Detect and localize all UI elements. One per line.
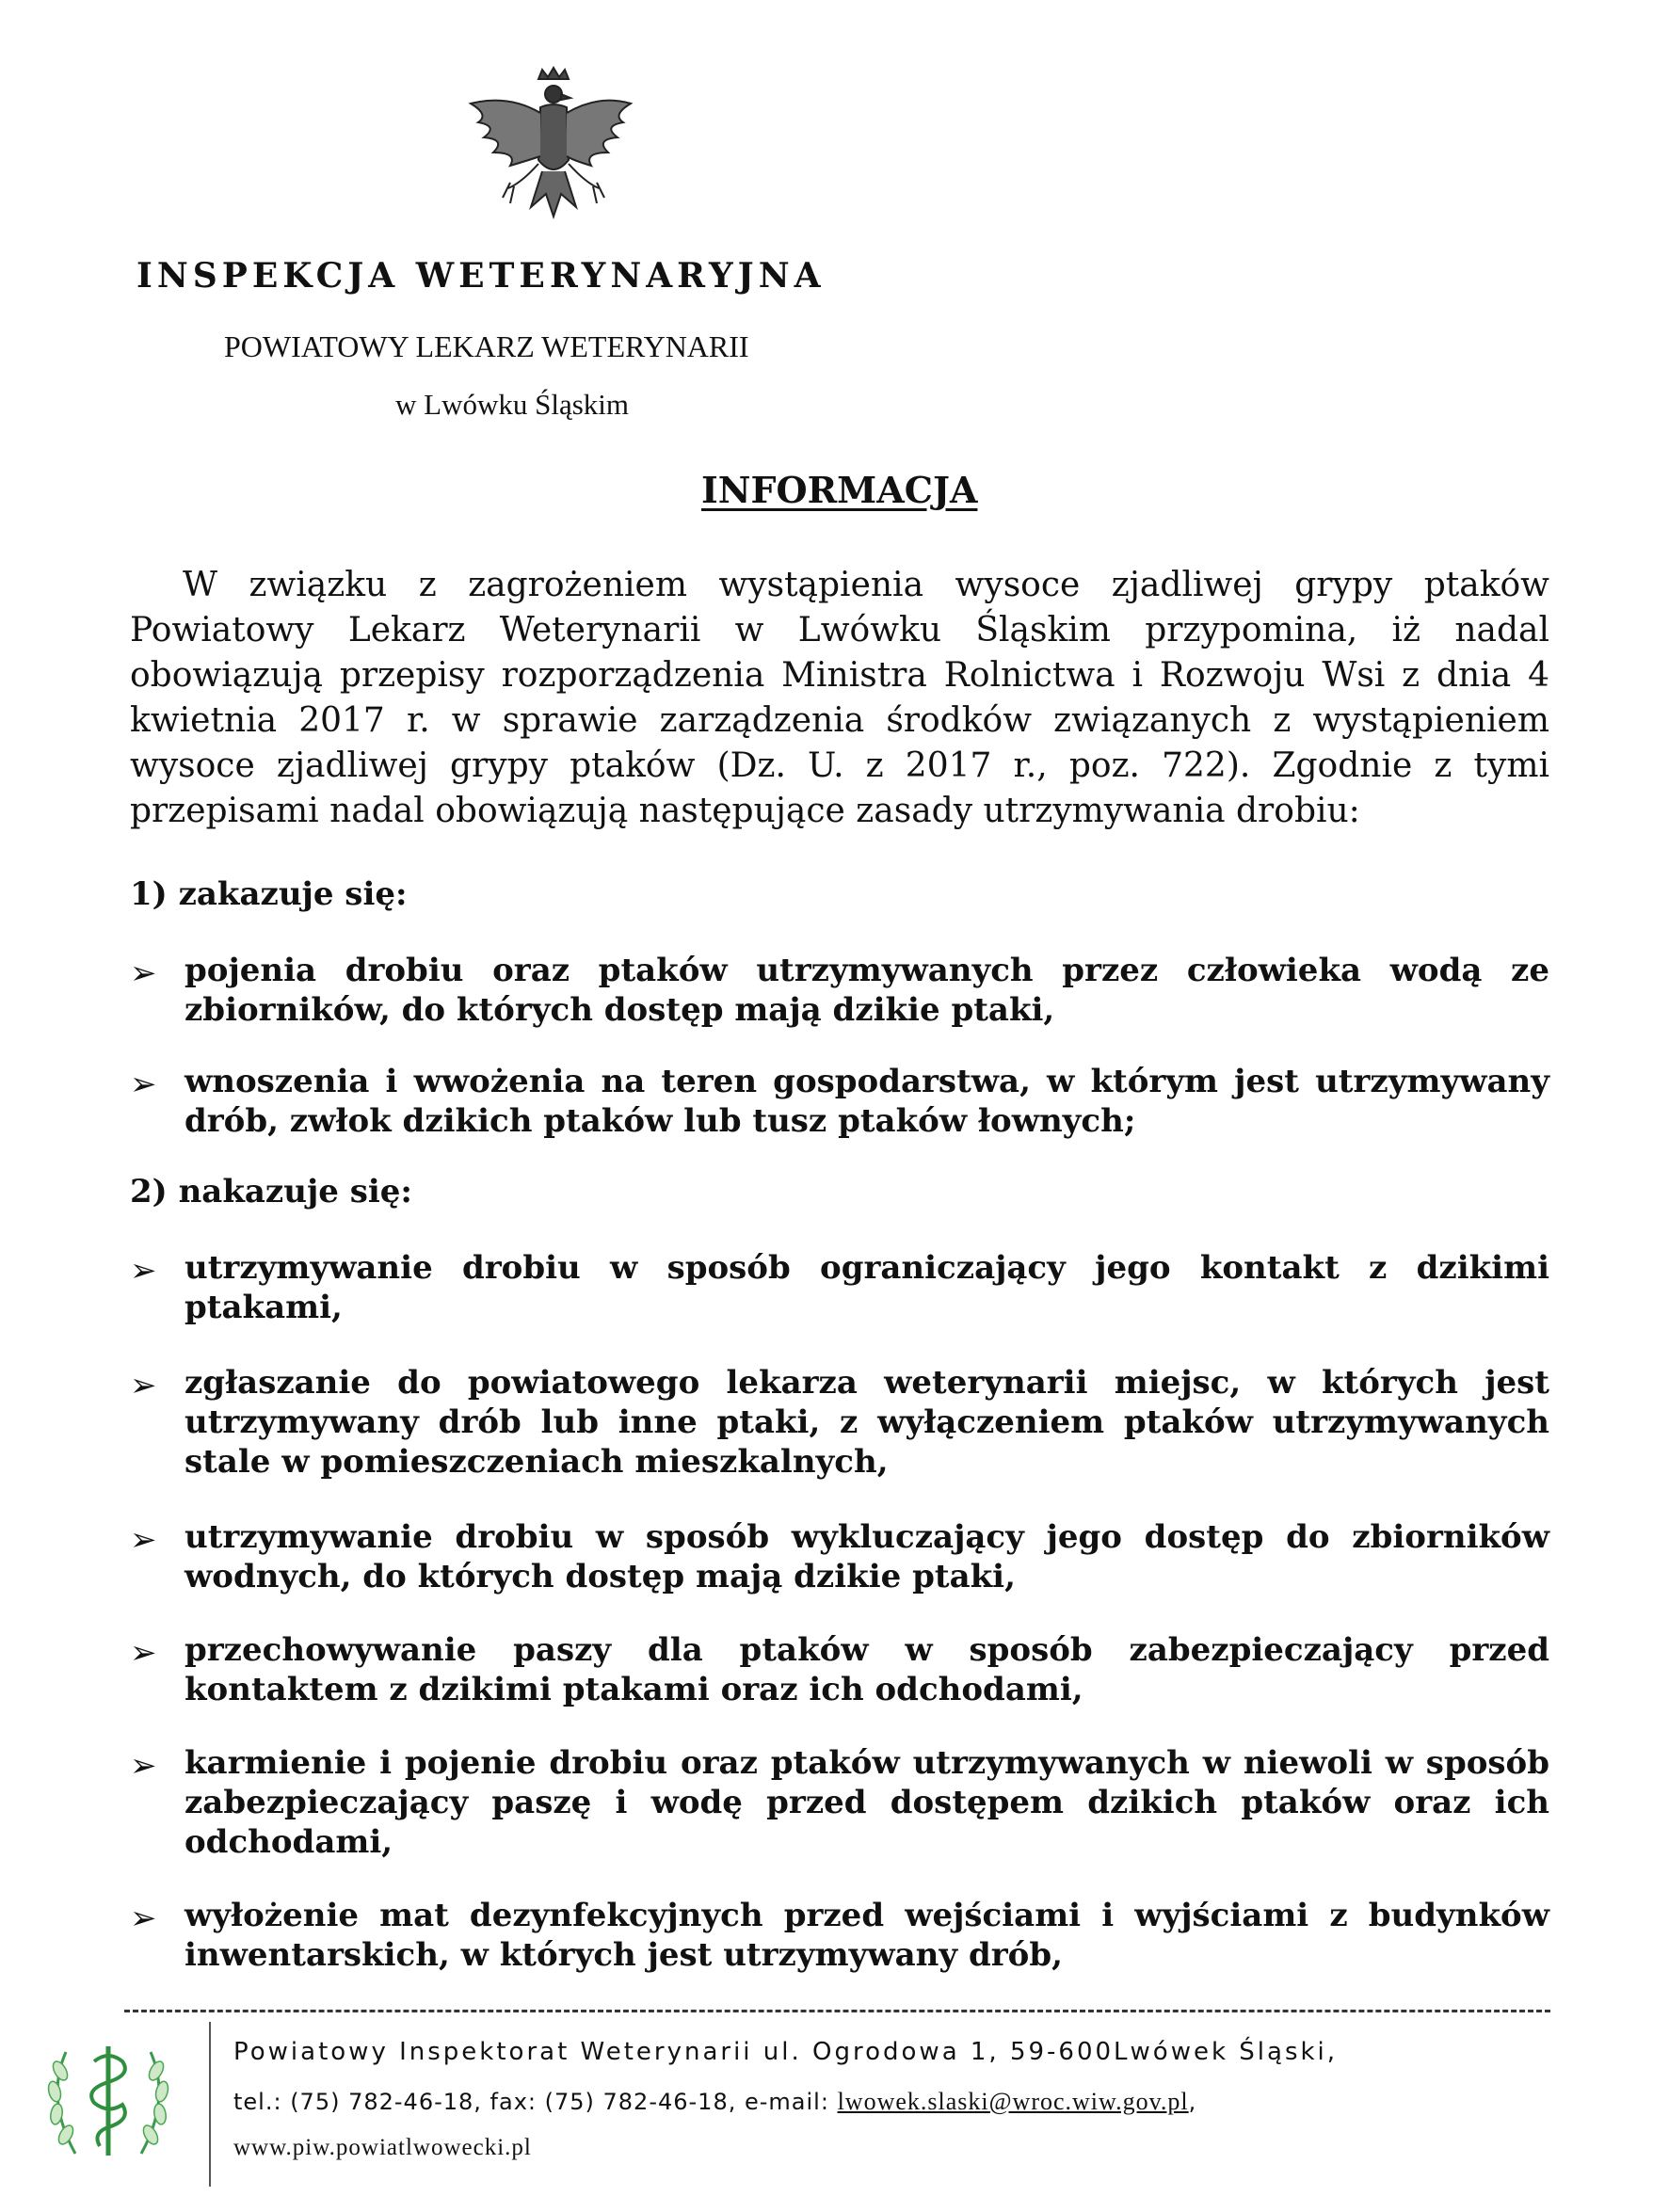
section-orders-label: 2) nakazuje się: — [130, 1173, 412, 1210]
list-item-text: pojenia drobiu oraz ptaków utrzymywanych przez człowieka wodą ze zbiorników, do których dostęp mają dzikie ptaki, — [185, 952, 1549, 1029]
list-item — [130, 1062, 1549, 1141]
document-title: INFORMACJA — [701, 469, 978, 511]
office-name: POWIATOWY LEKARZ WETERYNARII — [224, 329, 749, 363]
footer-email-link[interactable]: lwowek.slaski@wroc.wiw.gov.pl — [837, 2088, 1189, 2115]
footer-address: Powiatowy Inspektorat Weterynarii ul. Ogrodowa 1, 59-600Lwówek Śląski, — [233, 2038, 1339, 2066]
office-location: w Lwówku Śląskim — [395, 388, 629, 421]
arrow-bullet-icon: ➢ — [130, 1521, 157, 1559]
footer-vertical-divider — [209, 2022, 211, 2187]
arrow-bullet-icon: ➢ — [130, 1634, 157, 1672]
intro-paragraph: W związku z zagrożeniem wystąpienia wysoce zjadliwej grypy ptaków Powiatowy Lekarz Weterynarii w Lwówku Śląskim przypomina, iż nadal obowiązują przepisy rozporządzenia Ministra Rolnictwa i Rozwoju Wsi z dnia 4 kwietnia 2017 r. w sprawie zarządzenia środków związanych z wystąpieniem wysoce zjadliwej grypy ptaków (Dz. U. z 2017 r., poz. 722). Zgodnie z tymi przepisami nadal obowiązują następujące zasady utrzymywania drobiu: — [130, 566, 1549, 830]
list-item — [130, 1630, 1549, 1709]
arrow-bullet-icon: ➢ — [130, 1252, 157, 1290]
footer-website[interactable]: www.piw.powiatlwowecki.pl — [233, 2135, 532, 2160]
list-item — [130, 1248, 1549, 1327]
list-item — [130, 1363, 1549, 1482]
list-item — [130, 951, 1549, 1030]
footer-email-suffix: , — [1188, 2089, 1197, 2115]
section-prohibitions-label: 1) zakazuje się: — [130, 875, 408, 913]
arrow-bullet-icon: ➢ — [130, 1066, 157, 1103]
list-item-text: wnoszenia i wwożenia na teren gospodarstwa, w którym jest utrzymywany drób, zwłok dzikich ptaków lub tusz ptaków łownych; — [185, 1063, 1549, 1140]
list-item-text: przechowywanie paszy dla ptaków w sposób zabezpieczający przed kontaktem z dzikimi ptakami oraz ich odchodami, — [185, 1631, 1549, 1708]
list-item-text: utrzymywanie drobiu w sposób ograniczający jego kontakt z dzikimi ptakami, — [185, 1249, 1549, 1326]
footer-divider — [124, 2010, 1550, 2012]
list-item-text: wyłożenie mat dezynfekcyjnych przed wejściami i wyjściami z budynków inwentarskich, w których jest utrzymywany drób, — [185, 1897, 1549, 1974]
agency-name: INSPEKCJA WETERYNARYJNA — [136, 256, 826, 296]
list-item-text: karmienie i pojenie drobiu oraz ptaków utrzymywanych w niewoli w sposób zabezpieczający paszę i wodę przed dostępem dzikich ptaków oraz ich odchodami, — [185, 1744, 1549, 1861]
arrow-bullet-icon: ➢ — [130, 954, 157, 992]
footer-phone-fax: tel.: (75) 782-46-18, fax: (75) 782-46-18, e-mail: — [233, 2089, 829, 2115]
list-item-text: zgłaszanie do powiatowego lekarza weterynarii miejsc, w których jest utrzymywany drób lub inne ptaki, z wyłączeniem ptaków utrzymywanych stale w pomieszczeniach mieszkalnych, — [185, 1364, 1549, 1481]
list-item — [130, 1896, 1549, 1975]
list-item — [130, 1743, 1549, 1862]
polish-eagle-icon — [461, 66, 640, 240]
veterinary-caduceus-icon — [38, 2033, 179, 2170]
arrow-bullet-icon: ➢ — [130, 1899, 157, 1937]
list-item — [130, 1517, 1549, 1596]
arrow-bullet-icon: ➢ — [130, 1367, 157, 1404]
arrow-bullet-icon: ➢ — [130, 1747, 157, 1785]
footer-contact — [233, 2088, 1196, 2116]
list-item-text: utrzymywanie drobiu w sposób wykluczający jego dostęp do zbiorników wodnych, do których dostęp mają dzikie ptaki, — [185, 1518, 1549, 1595]
